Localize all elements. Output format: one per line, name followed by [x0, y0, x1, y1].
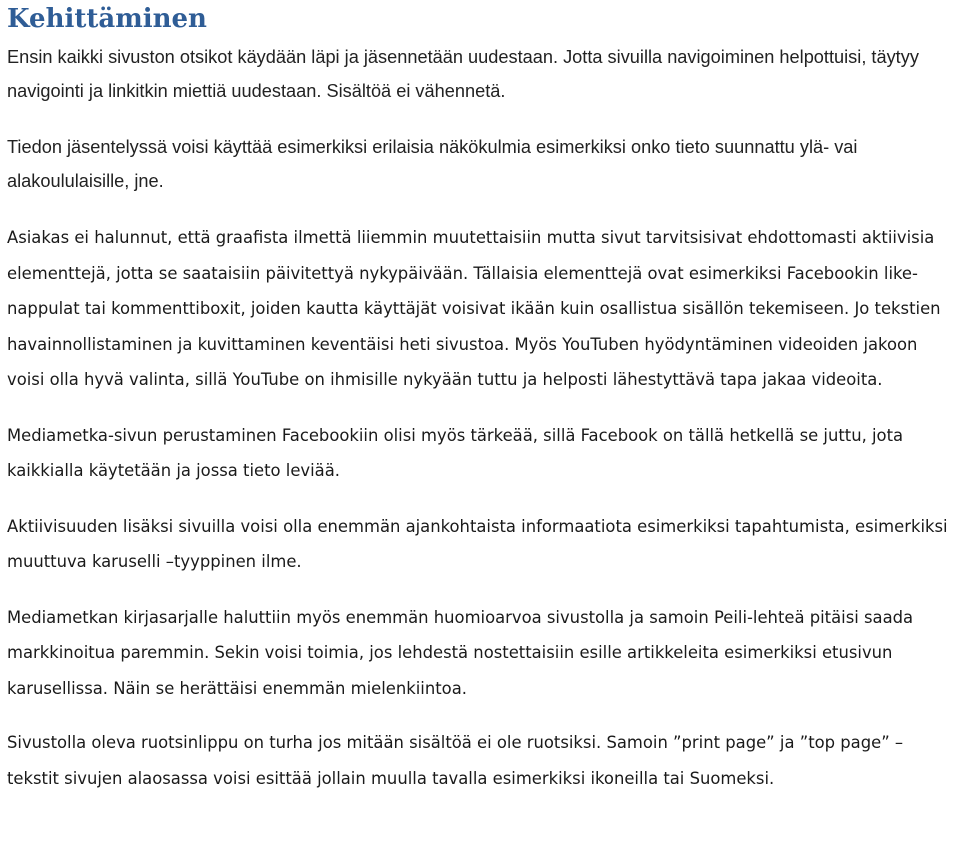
section-heading: Kehittäminen [7, 4, 207, 34]
paragraph-book-series: Mediametkan kirjasarjalle haluttiin myös enemmän huomioarvoa sivustolla ja samoin Peili-lehteä pitäisi saada markkinoitua paremmin. Sekin voisi toimia, jos lehdestä nostettaisiin esille artikkeleita esimerkiksi etusivun karusellissa. Näin se herättäisi enemmän mielenkiintoa. [7, 607, 914, 698]
paragraph-information-structure: Tiedon jäsentelyssä voisi käyttää esimerkiksi erilaisia näkökulmia esimerkiksi onko tieto suunnattu ylä- vai alakoululaisille, jne. [7, 137, 858, 191]
paragraph-facebook-page: Mediametka-sivun perustaminen Facebookiin olisi myös tärkeää, sillä Facebook on tällä hetkellä se juttu, jota kaikkialla käytetään ja jossa tieto leviää. [7, 425, 904, 480]
paragraph-headings-restructure: Ensin kaikki sivuston otsikot käydään läpi ja jäsennetään uudestaan. Jotta sivuilla navigoiminen helpottuisi, täytyy navigointi ja linkitkin miettiä uudestaan. Sisältöä ei vähennetä. [7, 47, 919, 101]
paragraph-swedish-flag: Sivustolla oleva ruotsinlippu on turha jos mitään sisältöä ei ole ruotsiksi. Samoin ”print page” ja ”top page” –tekstit sivujen alaosassa voisi esittää jollain muulla tavalla esimerkiksi ikoneilla tai Suomeksi. [7, 733, 904, 788]
paragraph-current-information: Aktiivisuuden lisäksi sivuilla voisi olla enemmän ajankohtaista informaatiota esimerkiksi tapahtumista, esimerkiksi muuttuva karuselli –tyyppinen ilme. [7, 516, 948, 571]
paragraph-active-elements: Asiakas ei halunnut, että graafista ilmettä liiemmin muutettaisiin mutta sivut tarvitsisivat ehdottomasti aktiivisia elementtejä, jotta se saataisiin päivitettyä nykypäivään. Tällaisia elementtejä ovat esimerkiksi Facebookin like-nappulat tai kommenttiboxit, joiden kautta käyttäjät voisivat ikään kuin osallistua sisällön tekemiseen. Jo tekstien havainnollistaminen ja kuvittaminen keventäisi heti sivustoa. Myös YouTuben hyödyntäminen videoiden jakoon voisi olla hyvä valinta, sillä YouTube on ihmisille nykyään tuttu ja helposti lähestyttävä tapa jakaa videoita. [7, 228, 941, 389]
